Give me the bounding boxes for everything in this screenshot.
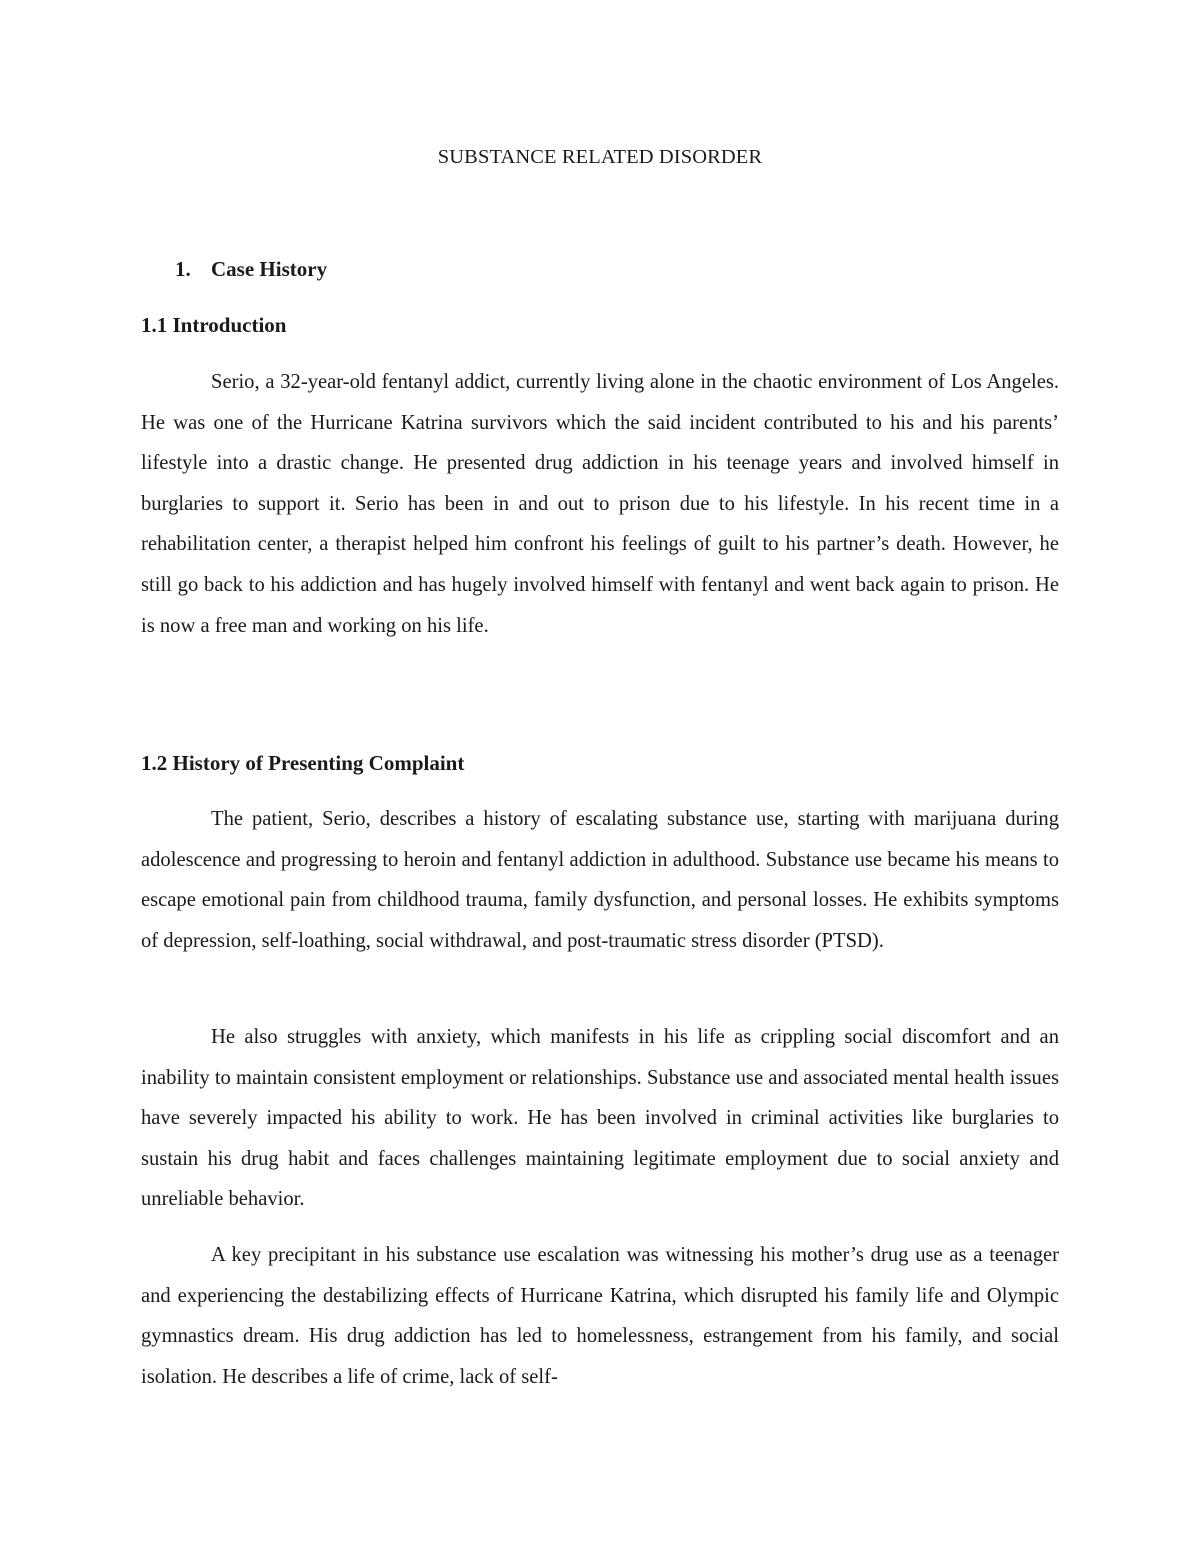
document-title: SUBSTANCE RELATED DISORDER xyxy=(437,146,763,168)
paragraph-introduction: Serio, a 32-year-old fentanyl addict, currently living alone in the chaotic environment of Los Angeles. He was one of the Hurricane Katrina survivors which the said incident contributed to his and his parents’ lifestyle into a drastic change. He presented drug addiction in his teenage years and involved himself in burglaries to support it. Serio has been in and out to prison due to his lifestyle. In his recent time in a rehabilitation center, a therapist helped him confront his feelings of guilt to his partner’s death. However, he still go back to his addiction and has hugely involved himself with fentanyl and went back again to prison. He is now a free man and working on his life. xyxy=(141,371,1059,637)
subsection-heading-introduction: 1.1 Introduction xyxy=(141,313,287,337)
paragraph-history-1: The patient, Serio, describes a history of escalating substance use, starting with marijuana during adolescence and progressing to heroin and fentanyl addiction in adulthood. Substance use became his means to escape emotional pain from childhood trauma, family dysfunction, and personal losses. He exhibits symptoms of depression, self-loathing, social withdrawal, and post-traumatic stress disorder (PTSD). xyxy=(141,808,1059,952)
subsection-heading-history-presenting-complaint: 1.2 History of Presenting Complaint xyxy=(141,751,465,775)
section-number: 1. xyxy=(175,257,191,281)
section-heading-text: Case History xyxy=(211,257,328,281)
paragraph-history-3: A key precipitant in his substance use escalation was witnessing his mother’s drug use as a teenager and experiencing the destabilizing effects of Hurricane Katrina, which disrupted his family life and Olympic gymnastics dream. His drug addiction has led to homelessness, estrangement from his family, and social isolation. He describes a life of crime, lack of self- xyxy=(141,1244,1059,1388)
section-heading-case-history xyxy=(175,255,327,283)
paragraph-history-2: He also struggles with anxiety, which manifests in his life as crippling social discomfort and an inability to maintain consistent employment or relationships. Substance use and associated mental health issues have severely impacted his ability to work. He has been involved in criminal activities like burglaries to sustain his drug habit and faces challenges maintaining legitimate employment due to social anxiety and unreliable behavior. xyxy=(141,1026,1059,1211)
